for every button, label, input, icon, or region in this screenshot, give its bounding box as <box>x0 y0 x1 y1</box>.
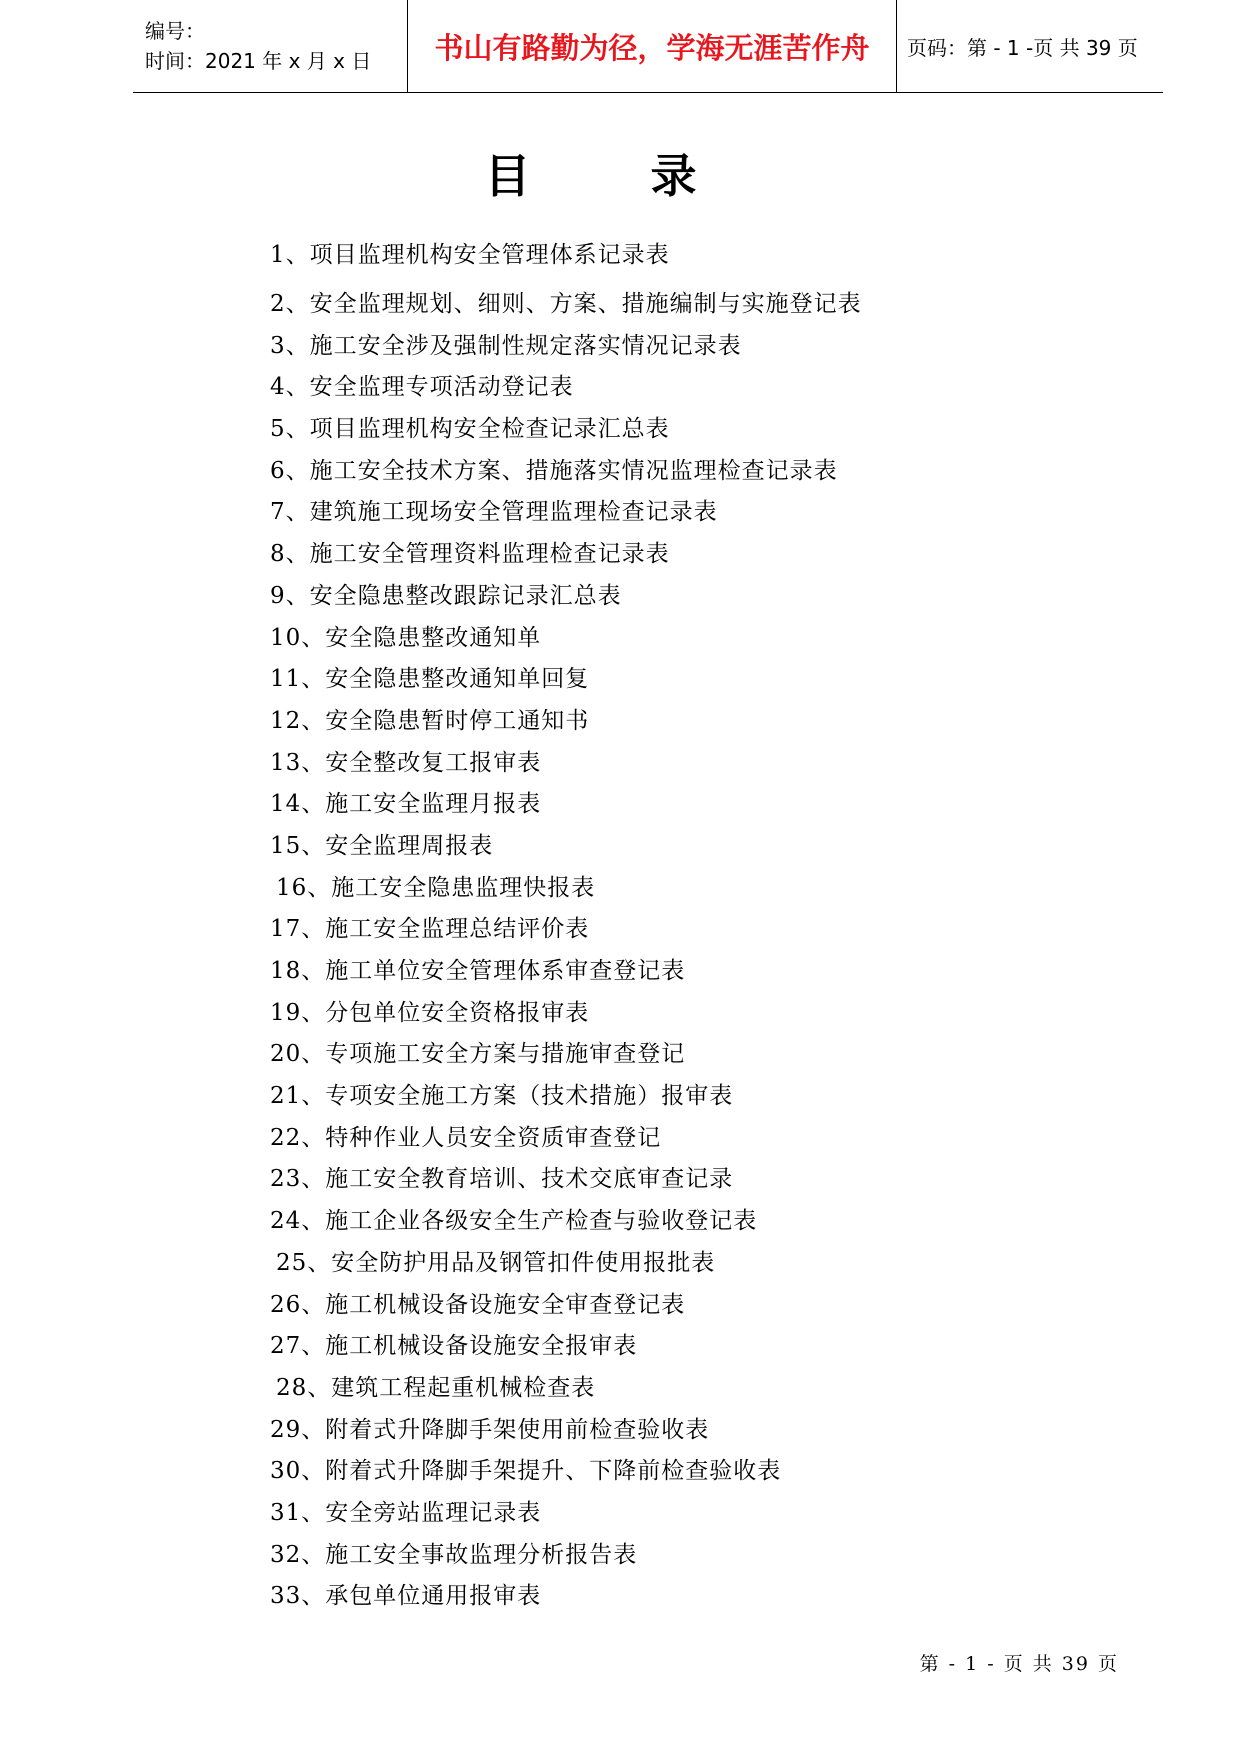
header-page-info: 页码：第 - 1 -页 共 39 页 <box>897 0 1164 93</box>
toc-item: 24、施工企业各级安全生产检查与验收登记表 <box>270 1208 758 1235</box>
table-of-contents <box>270 238 862 1621</box>
document-number-label: 编号： <box>145 19 205 43</box>
toc-item: 29、附着式升降脚手架使用前检查验收表 <box>270 1416 710 1443</box>
toc-item: 13、安全整改复工报审表 <box>270 749 542 776</box>
toc-item: 16、施工安全隐患监理快报表 <box>276 874 596 901</box>
toc-item: 3、施工安全涉及强制性规定落实情况记录表 <box>270 332 742 359</box>
document-header <box>133 0 1163 93</box>
toc-item: 8、施工安全管理资料监理检查记录表 <box>270 541 670 568</box>
toc-item: 30、附着式升降脚手架提升、下降前检查验收表 <box>270 1458 782 1485</box>
toc-item: 1、项目监理机构安全管理体系记录表 <box>270 242 670 268</box>
toc-item: 4、安全监理专项活动登记表 <box>270 374 574 401</box>
toc-item: 5、项目监理机构安全检查记录汇总表 <box>270 416 670 443</box>
toc-item: 32、施工安全事故监理分析报告表 <box>270 1541 638 1568</box>
toc-item: 27、施工机械设备设施安全报审表 <box>270 1333 638 1360</box>
toc-item: 20、专项施工安全方案与措施审查登记 <box>270 1041 686 1068</box>
document-date: 时间：2021 年 x 月 x 日 <box>145 49 372 73</box>
toc-item: 6、施工安全技术方案、措施落实情况监理检查记录表 <box>270 457 838 484</box>
toc-item: 9、安全隐患整改跟踪记录汇总表 <box>270 582 622 609</box>
toc-item: 18、施工单位安全管理体系审查登记表 <box>270 958 686 984</box>
toc-item: 25、安全防护用品及钢管扣件使用报批表 <box>276 1249 716 1276</box>
page-footer: 第 - 1 - 页 共 39 页 <box>919 1653 1119 1675</box>
page-title: 目录 <box>484 149 817 203</box>
toc-item: 22、特种作业人员安全资质审查登记 <box>270 1124 662 1151</box>
toc-item: 28、建筑工程起重机械检查表 <box>276 1374 596 1401</box>
header-meta <box>133 0 408 93</box>
toc-item: 7、建筑施工现场安全管理监理检查记录表 <box>270 499 718 526</box>
toc-item: 15、安全监理周报表 <box>270 832 494 859</box>
toc-item: 21、专项安全施工方案（技术措施）报审表 <box>270 1083 734 1110</box>
toc-item: 17、施工安全监理总结评价表 <box>270 916 590 943</box>
toc-item: 2、安全监理规划、细则、方案、措施编制与实施登记表 <box>270 291 862 317</box>
toc-item: 14、施工安全监理月报表 <box>270 791 542 818</box>
toc-item: 12、安全隐患暂时停工通知书 <box>270 707 590 734</box>
toc-item: 19、分包单位安全资格报审表 <box>270 999 590 1026</box>
toc-item: 33、承包单位通用报审表 <box>270 1583 542 1610</box>
toc-item: 23、施工安全教育培训、技术交底审查记录 <box>270 1166 734 1193</box>
toc-item: 31、安全旁站监理记录表 <box>270 1499 542 1526</box>
toc-item: 10、安全隐患整改通知单 <box>270 624 542 651</box>
header-motto: 书山有路勤为径，学海无涯苦作舟 <box>408 0 897 93</box>
toc-item: 26、施工机械设备设施安全审查登记表 <box>270 1291 686 1318</box>
toc-item: 11、安全隐患整改通知单回复 <box>270 666 590 693</box>
